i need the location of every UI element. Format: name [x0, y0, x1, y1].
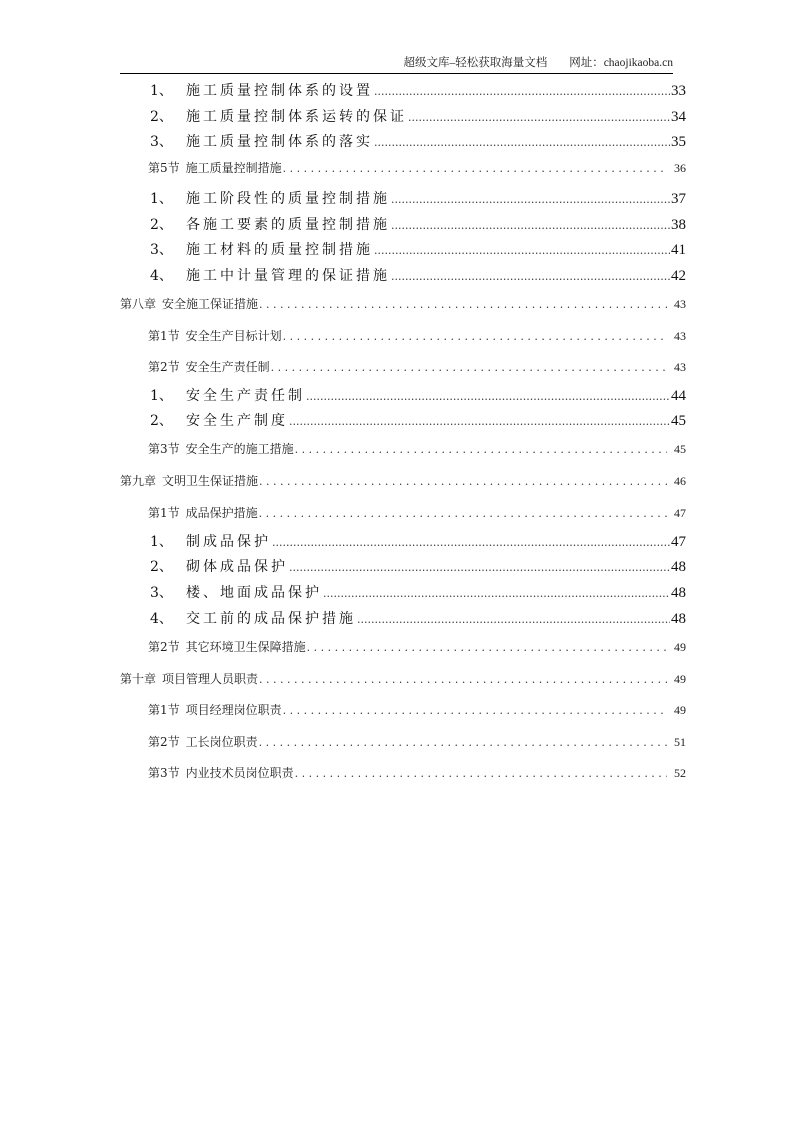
toc-entry-page-number: 44 [671, 388, 686, 404]
dot-leader [307, 640, 667, 654]
toc-entry-number: 第3节 [148, 442, 180, 456]
toc-entry-title: 安全施工保证措施 [162, 297, 259, 311]
toc-entry-number: 3、 [150, 585, 173, 601]
toc-entry-number: 第3节 [148, 766, 180, 780]
toc-entry-number: 4、 [150, 268, 173, 284]
toc-entry-number: 第2节 [148, 640, 180, 654]
dot-leader [259, 672, 667, 686]
dot-leader [374, 83, 670, 99]
toc-entry-number: 1、 [150, 534, 173, 550]
toc-entry-title: 施工质量控制体系的设置 [186, 83, 373, 99]
toc-entry-title: 楼、地面成品保护 [186, 585, 322, 601]
toc-entry-section[interactable] [148, 159, 686, 176]
dot-leader [259, 506, 667, 520]
dot-leader [306, 388, 670, 404]
page-header [120, 56, 673, 74]
toc-entry-item[interactable] [150, 265, 686, 285]
dot-leader [259, 297, 667, 311]
toc-entry-number: 2、 [150, 109, 173, 125]
toc-entry-page-number: 47 [671, 534, 686, 550]
toc-entry-item[interactable] [150, 188, 686, 208]
toc-entry-section[interactable] [148, 504, 686, 521]
dot-leader [391, 191, 670, 207]
dot-leader [374, 134, 670, 150]
toc-entry-title: 施工中计量管理的保证措施 [186, 268, 390, 284]
toc-entry-section[interactable] [148, 638, 686, 655]
toc-entry-number: 第1节 [148, 703, 180, 717]
toc-entry-number: 4、 [150, 611, 173, 627]
toc-entry-title: 项目管理人员职责 [162, 672, 259, 686]
toc-entry-item[interactable] [150, 608, 686, 628]
toc-entry-page-number: 41 [671, 242, 686, 258]
toc-entry-page-number: 37 [671, 191, 686, 207]
toc-entry-page-number: 43 [674, 297, 686, 311]
toc-entry-number: 第1节 [148, 506, 180, 520]
toc-entry-title: 安全生产目标计划 [185, 329, 282, 343]
toc-entry-number: 2、 [150, 559, 173, 575]
toc-entry-number: 第十章 [120, 672, 157, 686]
toc-entry-page-number: 49 [674, 640, 686, 654]
dot-leader [374, 242, 670, 258]
dot-leader [283, 161, 667, 175]
toc-entry-page-number: 48 [671, 611, 686, 627]
toc-entry-number: 第1节 [148, 329, 180, 343]
dot-leader [408, 109, 670, 125]
toc-entry-item[interactable] [150, 214, 686, 234]
toc-entry-item[interactable] [150, 582, 686, 602]
toc-entry-page-number: 38 [671, 217, 686, 233]
toc-entry-page-number: 34 [671, 109, 686, 125]
dot-leader [289, 413, 670, 429]
toc-entry-item[interactable] [150, 410, 686, 430]
toc-entry-item[interactable] [150, 80, 686, 100]
toc-entry-title: 内业技术员岗位职责 [185, 766, 294, 780]
toc-entry-title: 施工质量控制措施 [185, 161, 282, 175]
toc-entry-chapter[interactable] [120, 295, 686, 312]
toc-entry-page-number: 49 [674, 672, 686, 686]
toc-entry-page-number: 36 [674, 161, 686, 175]
toc-entry-title: 施工阶段性的质量控制措施 [186, 191, 390, 207]
toc-entry-number: 2、 [150, 217, 173, 233]
toc-entry-page-number: 43 [674, 360, 686, 374]
toc-entry-chapter[interactable] [120, 472, 686, 489]
dot-leader [259, 474, 667, 488]
toc-entry-number: 3、 [150, 242, 173, 258]
toc-entry-page-number: 35 [671, 134, 686, 150]
toc-entry-page-number: 43 [674, 329, 686, 343]
toc-entry-page-number: 47 [674, 506, 686, 520]
toc-entry-title: 安全生产责任制 [185, 360, 270, 374]
toc-entry-item[interactable] [150, 106, 686, 126]
toc-entry-section[interactable] [148, 764, 686, 781]
toc-entry-item[interactable] [150, 239, 686, 259]
toc-entry-page-number: 45 [671, 413, 686, 429]
toc-entry-title: 施工材料的质量控制措施 [186, 242, 373, 258]
toc-entry-page-number: 42 [671, 268, 686, 284]
toc-entry-item[interactable] [150, 131, 686, 151]
toc-entry-title: 工长岗位职责 [185, 735, 258, 749]
toc-entry-number: 1、 [150, 83, 173, 99]
toc-entry-title: 安全生产的施工措施 [185, 442, 294, 456]
toc-entry-title: 砌体成品保护 [186, 559, 288, 575]
toc-entry-title: 其它环境卫生保障措施 [185, 640, 306, 654]
toc-entry-title: 施工质量控制体系的落实 [186, 134, 373, 150]
toc-entry-title: 安全生产责任制 [186, 388, 305, 404]
toc-entry-number: 2、 [150, 413, 173, 429]
toc-entry-title: 施工质量控制体系运转的保证 [186, 109, 407, 125]
header-site-name: 超级文库–轻松获取海量文档 [403, 57, 548, 69]
toc-entry-page-number: 52 [674, 766, 686, 780]
toc-entry-number: 第九章 [120, 474, 157, 488]
toc-entry-number: 1、 [150, 388, 173, 404]
toc-entry-item[interactable] [150, 531, 686, 551]
header-url: 网址：chaojikaoba.cn [569, 57, 673, 69]
toc-entry-page-number: 45 [674, 442, 686, 456]
toc-entry-number: 第八章 [120, 297, 157, 311]
toc-entry-item[interactable] [150, 556, 686, 576]
toc-entry-section[interactable] [148, 358, 686, 375]
dot-leader [283, 703, 667, 717]
toc-entry-page-number: 33 [671, 83, 686, 99]
dot-leader [289, 559, 670, 575]
toc-entry-section[interactable] [148, 327, 686, 344]
toc-entry-page-number: 48 [671, 559, 686, 575]
toc-entry-number: 3、 [150, 134, 173, 150]
toc-entry-title: 项目经理岗位职责 [185, 703, 282, 717]
dot-leader [283, 329, 667, 343]
toc-entry-title: 各施工要素的质量控制措施 [186, 217, 390, 233]
toc-entry-section[interactable] [148, 701, 686, 718]
toc-entry-number: 1、 [150, 191, 173, 207]
toc-entry-page-number: 51 [674, 735, 686, 749]
toc-entry-title: 文明卫生保证措施 [162, 474, 259, 488]
dot-leader [272, 534, 670, 550]
toc-entry-section[interactable] [148, 440, 686, 457]
toc-entry-chapter[interactable] [120, 670, 686, 687]
dot-leader [323, 585, 670, 601]
dot-leader [357, 611, 670, 627]
toc-entry-number: 第2节 [148, 735, 180, 749]
dot-leader [295, 766, 667, 780]
toc-entry-title: 制成品保护 [186, 534, 271, 550]
toc-entry-item[interactable] [150, 385, 686, 405]
dot-leader [271, 360, 667, 374]
dot-leader [391, 268, 670, 284]
toc-entry-section[interactable] [148, 733, 686, 750]
toc-entry-number: 第5节 [148, 161, 180, 175]
toc-entry-title: 成品保护措施 [185, 506, 258, 520]
dot-leader [295, 442, 667, 456]
toc-entry-page-number: 49 [674, 703, 686, 717]
toc-entry-page-number: 46 [674, 474, 686, 488]
dot-leader [391, 217, 670, 233]
dot-leader [259, 735, 667, 749]
toc-entry-page-number: 48 [671, 585, 686, 601]
toc-entry-number: 第2节 [148, 360, 180, 374]
toc-entry-title: 安全生产制度 [186, 413, 288, 429]
toc-entry-title: 交工前的成品保护措施 [186, 611, 356, 627]
